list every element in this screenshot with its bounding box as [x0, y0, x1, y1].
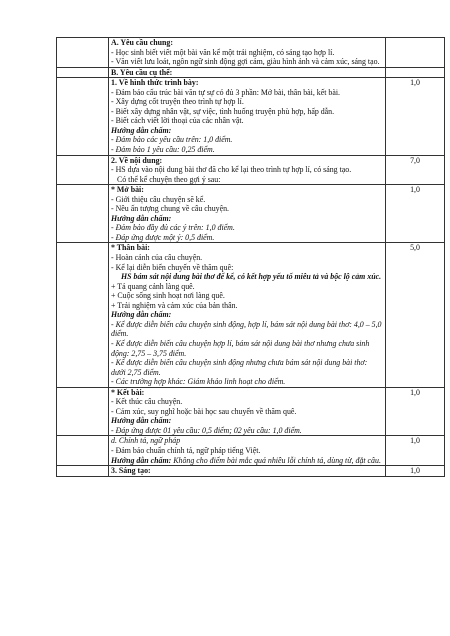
score-cell: 1,0 [386, 78, 445, 155]
text-line: B. Yêu cầu cụ thể: [111, 67, 173, 77]
content-cell [109, 436, 386, 466]
text-line: HS bám sát nội dung bài thơ để kể, có kết hợp yếu tố miêu tả và bộc lộ cảm xúc. [121, 272, 382, 282]
text-line: - Đảm bảo đầy đủ các ý trên: 1,0 điểm. [111, 223, 235, 233]
text-line: - Đáp ứng được 01 yêu cầu: 0,5 điểm; 02 yêu cầu: 1,0 điểm. [111, 425, 302, 435]
score-cell: 1,0 [386, 466, 445, 477]
score-cell: 1,0 [386, 185, 445, 243]
text-line: * Mở bài: [111, 185, 144, 195]
table-row [57, 243, 445, 387]
content-cell [109, 466, 386, 477]
marking-guide-table [56, 37, 445, 477]
text-line: 1. Về hình thức trình bày: [111, 78, 199, 88]
blank-cell [57, 387, 109, 436]
text-line: - Giới thiệu câu chuyện sẽ kể. [111, 194, 206, 204]
text-line: - Kết thúc câu chuyện. [111, 397, 183, 407]
score-cell [386, 67, 445, 78]
text-line: Có thể kể chuyện theo gợi ý sau: [117, 174, 221, 184]
content-cell [109, 38, 386, 68]
text-line: Hướng dẫn chấm: [111, 310, 172, 320]
text-line: - Nêu ấn tượng chung về câu chuyện. [111, 204, 230, 214]
table-row [57, 185, 445, 243]
text-line: A. Yêu cầu chung: [111, 38, 173, 47]
table-row [57, 155, 445, 185]
text-line: - Đảm bảo chuẩn chính tả, ngữ pháp tiếng Việt. [111, 445, 261, 455]
text-line: 3. Sáng tạo: [111, 466, 151, 476]
text-line: - Xây dựng cốt truyện theo trình tự hợp lí. [111, 97, 244, 107]
text-line: - Kể được diễn biến câu chuyện sinh động, hợp lí, bám sát nội dung bài thơ: 4,0 – 5,0 điểm. [111, 319, 382, 339]
text-line: - Văn viết lưu loát, ngôn ngữ sinh động gợi cảm, giàu hình ảnh và cảm xúc, sáng tạo. [111, 57, 380, 67]
blank-cell [57, 185, 109, 243]
text-line: - Kể lại diễn biến chuyến về thăm quê: [111, 262, 234, 272]
text-line [111, 456, 383, 466]
score-cell [386, 38, 445, 68]
text-line: + Cuộc sống sinh hoạt nơi làng quê. [111, 291, 225, 301]
text-line: - Kể được diễn biến câu chuyện sinh động nhưng chưa bám sát nội dung bài thơ: dưới 2,75 điểm. [111, 358, 368, 377]
guide-label: Hướng dẫn chấm: [111, 455, 172, 465]
text-line: - Hoàn cảnh của câu chuyện. [111, 253, 203, 263]
content-cell [109, 243, 386, 387]
text-line: - Biết xây dựng nhân vật, sự việc, tình huống truyện phù hợp, hấp dẫn. [111, 106, 335, 116]
text-line: - Đáp ứng được một ý: 0,5 điểm. [111, 232, 215, 242]
text-line: 2. Về nội dung: [111, 155, 163, 165]
content-cell [109, 387, 386, 436]
score-cell: 5,0 [386, 243, 445, 387]
text-line: d. Chính tả, ngữ pháp [111, 436, 181, 446]
content-cell [109, 155, 386, 185]
text-line: * Kết bài: [111, 387, 145, 397]
text-line: - Học sinh biết viết một bài văn kể một trải nghiệm, có sáng tạo hợp lí. [111, 47, 335, 57]
table-row [57, 67, 445, 78]
guide-text: Không cho điểm bài mắc quá nhiều lỗi chính tả, dùng từ, đặt câu. [171, 455, 381, 465]
table-row [57, 78, 445, 155]
blank-cell [57, 436, 109, 466]
table-row [57, 387, 445, 436]
content-cell [109, 67, 386, 78]
score-cell: 1,0 [386, 436, 445, 466]
text-line: - Đảm bảo cấu trúc bài văn tự sự có đủ 3 phần: Mở bài, thân bài, kết bài. [111, 87, 340, 97]
text-line: * Thân bài: [111, 243, 150, 253]
text-line: - Đảm bảo các yêu cầu trên: 1,0 điểm. [111, 135, 233, 145]
blank-cell [57, 466, 109, 477]
text-line: - Các trường hợp khác: Giám khảo linh hoạt cho điểm. [111, 377, 286, 387]
blank-cell [57, 155, 109, 185]
score-cell: 1,0 [386, 387, 445, 436]
text-line: - Đảm bảo 1 yêu cầu: 0,25 điểm. [111, 145, 215, 155]
text-line: Hướng dẫn chấm: [111, 213, 172, 223]
text-line: - Kể được diễn biến câu chuyện hợp lí, bám sát nội dung bài thơ nhưng chưa sinh động: 2,75 – 3,75 điểm. [111, 338, 370, 358]
text-line: Hướng dẫn chấm: [111, 125, 172, 135]
text-line: + Trải nghiệm và cảm xúc của bản thân. [111, 300, 238, 310]
table-row [57, 38, 445, 68]
table-row [57, 436, 445, 466]
blank-cell [57, 78, 109, 155]
text-line: Hướng dẫn chấm: [111, 416, 172, 426]
score-cell: 7,0 [386, 155, 445, 185]
content-cell [109, 185, 386, 243]
content-cell [109, 78, 386, 155]
marking-guide-sheet [56, 37, 444, 477]
text-line: - Biết cách viết lời thoại của các nhân vật. [111, 116, 244, 126]
text-line: + Tả quang cảnh làng quê. [111, 281, 195, 291]
blank-cell [57, 67, 109, 78]
blank-cell [57, 38, 109, 68]
text-line: - HS dựa vào nội dung bài thơ đã cho kể lại theo trình tự hợp lí, có sáng tạo. [111, 165, 352, 175]
text-line: - Cảm xúc, suy nghĩ hoặc bài học sau chuyến về thăm quê. [111, 406, 297, 416]
blank-cell [57, 243, 109, 387]
table-row [57, 466, 445, 477]
